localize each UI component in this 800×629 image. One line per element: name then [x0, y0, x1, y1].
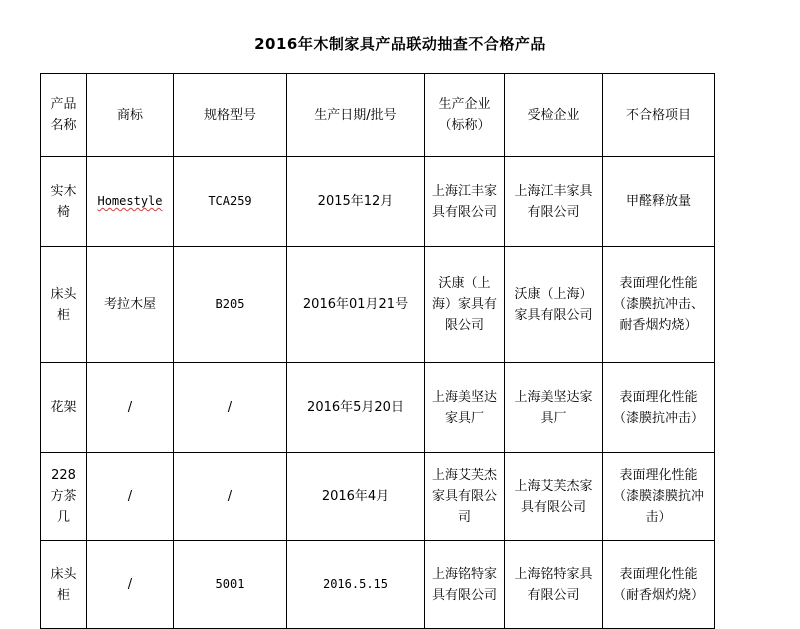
cell-model: 5001	[174, 541, 287, 629]
table-row	[41, 247, 715, 363]
table-row	[41, 453, 715, 541]
cell-brand: 考拉木屋	[87, 247, 174, 363]
cell-model: B205	[174, 247, 287, 363]
cell-producer: 上海江丰家具有限公司	[425, 157, 505, 247]
cell-product: 花架	[41, 363, 87, 453]
cell-brand: Homestyle	[87, 157, 174, 247]
cell-date: 2015年12月	[287, 157, 425, 247]
cell-date: 2016.5.15	[287, 541, 425, 629]
header-date: 生产日期/批号	[287, 74, 425, 157]
cell-product: 床头柜	[41, 247, 87, 363]
cell-failed-item: 甲醛释放量	[603, 157, 715, 247]
page-title: 2016年木制家具产品联动抽查不合格产品	[254, 35, 546, 53]
cell-inspected: 上海美坚达家具厂	[505, 363, 603, 453]
cell-model: /	[174, 363, 287, 453]
cell-producer: 上海铭特家具有限公司	[425, 541, 505, 629]
cell-inspected: 上海江丰家具有限公司	[505, 157, 603, 247]
header-brand: 商标	[87, 74, 174, 157]
cell-brand: /	[87, 541, 174, 629]
table-row	[41, 541, 715, 629]
cell-failed-item: 表面理化性能（漆膜抗冲击、耐香烟灼烧）	[603, 247, 715, 363]
header-inspected-company: 受检企业	[505, 74, 603, 157]
cell-product: 床头柜	[41, 541, 87, 629]
table-header-row	[41, 74, 715, 157]
nonconforming-products-table	[40, 73, 715, 629]
cell-inspected: 上海铭特家具有限公司	[505, 541, 603, 629]
cell-failed-item: 表面理化性能（漆膜抗冲击）	[603, 363, 715, 453]
cell-date: 2016年01月21号	[287, 247, 425, 363]
cell-inspected: 沃康（上海）家具有限公司	[505, 247, 603, 363]
header-product-name: 产品名称	[41, 74, 87, 157]
table-row	[41, 363, 715, 453]
header-failed-item: 不合格项目	[603, 74, 715, 157]
cell-inspected: 上海艾芙杰家具有限公司	[505, 453, 603, 541]
header-producer: 生产企业（标称）	[425, 74, 505, 157]
cell-producer: 上海艾芙杰家具有限公司	[425, 453, 505, 541]
cell-product: 228方茶几	[41, 453, 87, 541]
cell-producer: 沃康（上海）家具有限公司	[425, 247, 505, 363]
cell-failed-item: 表面理化性能（耐香烟灼烧）	[603, 541, 715, 629]
cell-brand: /	[87, 453, 174, 541]
cell-model: /	[174, 453, 287, 541]
cell-failed-item: 表面理化性能（漆膜漆膜抗冲击）	[603, 453, 715, 541]
header-model: 规格型号	[174, 74, 287, 157]
cell-brand: /	[87, 363, 174, 453]
cell-producer: 上海美坚达家具厂	[425, 363, 505, 453]
table-row	[41, 157, 715, 247]
cell-date: 2016年4月	[287, 453, 425, 541]
cell-model: TCA259	[174, 157, 287, 247]
cell-date: 2016年5月20日	[287, 363, 425, 453]
cell-product: 实木椅	[41, 157, 87, 247]
